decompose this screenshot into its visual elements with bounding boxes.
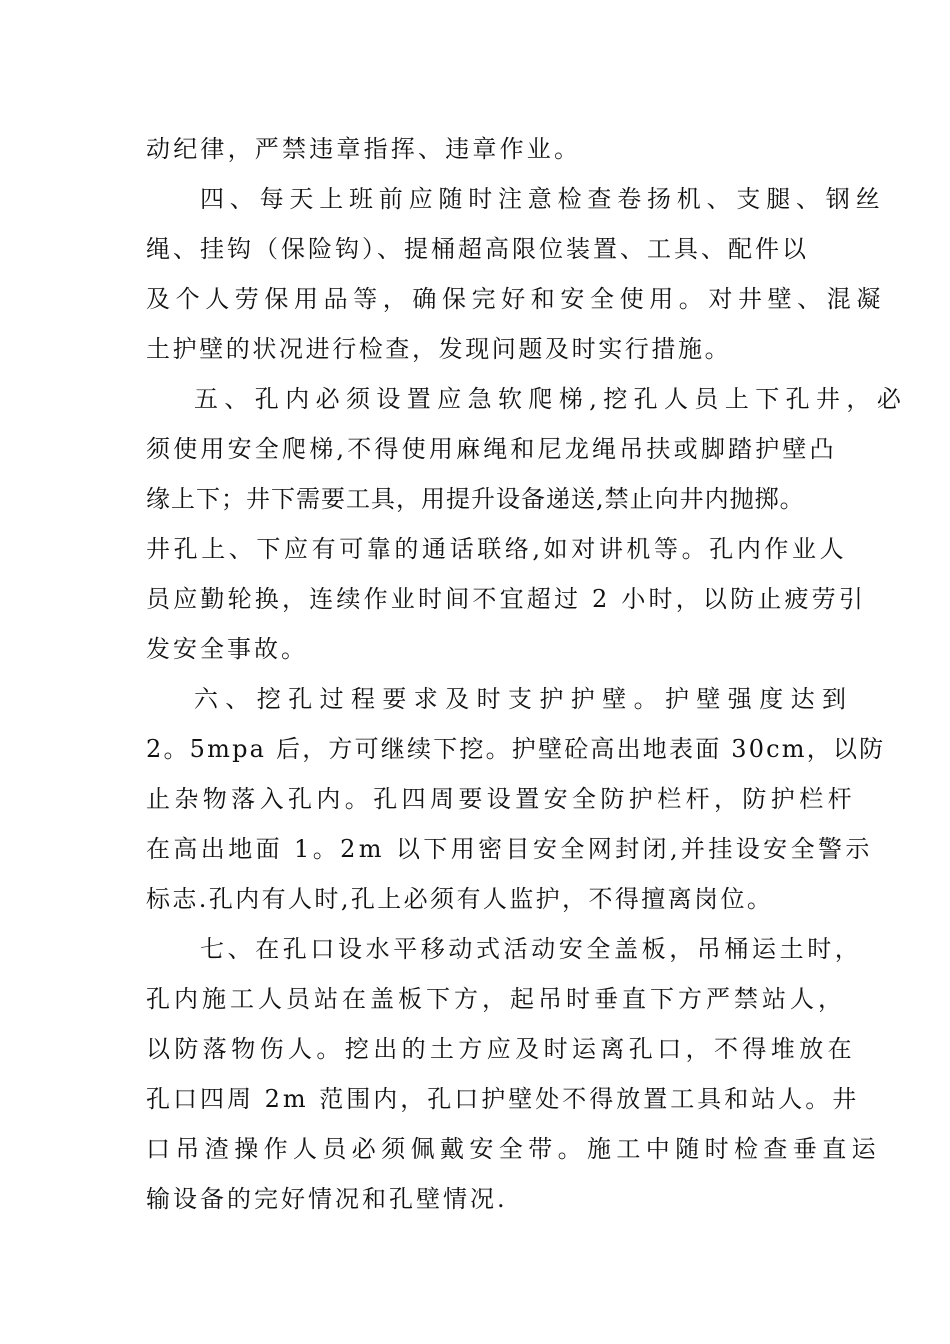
text-line: 及个人劳保用品等，确保完好和安全使用。对井壁、混凝 (146, 285, 886, 313)
text-line: 四、每天上班前应随时注意检查卷扬机、支腿、钢丝 (200, 185, 886, 213)
text-line: 须使用安全爬梯,不得使用麻绳和尼龙绳吊扶或脚踏护壁凸 (146, 435, 837, 463)
text-line: 土护壁的状况进行检查，发现问题及时实行措施。 (146, 335, 732, 363)
text-line: 六、挖孔过程要求及时支护护壁。护壁强度达到 (194, 685, 854, 713)
text-line: 孔口四周 2m 范围内，孔口护壁处不得放置工具和站人。井 (146, 1085, 860, 1113)
text-line: 止杂物落入孔内。孔四周要设置安全防护栏杆，防护栏杆 (146, 785, 856, 813)
text-line: 七、在孔口设水平移动式活动安全盖板，吊桶运土时， (200, 935, 863, 963)
text-line: 2。5mpa 后，方可继续下挖。护壁砼高出地表面 30cm，以防 (146, 735, 886, 763)
text-line: 口吊渣操作人员必须佩戴安全带。施工中随时检查垂直运 (146, 1135, 881, 1163)
text-line: 动纪律，严禁违章指挥、违章作业。 (146, 135, 582, 163)
text-line: 以防落物伤人。挖出的土方应及时运离孔口，不得堆放在 (146, 1035, 856, 1063)
text-line: 绳、挂钩（保险钩）、提桶超高限位装置、工具、配件以 (146, 235, 809, 263)
text-line: 标志.孔内有人时,孔上必须有人监护，不得擅离岗位。 (146, 885, 774, 913)
text-line: 缘上下；井下需要工具，用提升设备递送,禁止向井内抛掷。 (146, 485, 805, 513)
text-line: 孔内施工人员站在盖板下方，起吊时垂直下方严禁站人， (146, 985, 846, 1013)
text-line: 井孔上、下应有可靠的通话联络,如对讲机等。孔内作业人 (146, 535, 848, 563)
text-line: 员应勤轮换，连续作业时间不宜超过 2 小时，以防止疲劳引 (146, 585, 867, 613)
text-line: 发安全事故。 (146, 635, 308, 663)
text-line: 输设备的完好情况和孔壁情况. (146, 1185, 508, 1213)
text-line: 在高出地面 1。2m 以下用密目安全网封闭,并挂设安全警示 (146, 835, 873, 863)
text-line: 五、孔内必须设置应急软爬梯,挖孔人员上下孔井，必 (194, 385, 908, 413)
